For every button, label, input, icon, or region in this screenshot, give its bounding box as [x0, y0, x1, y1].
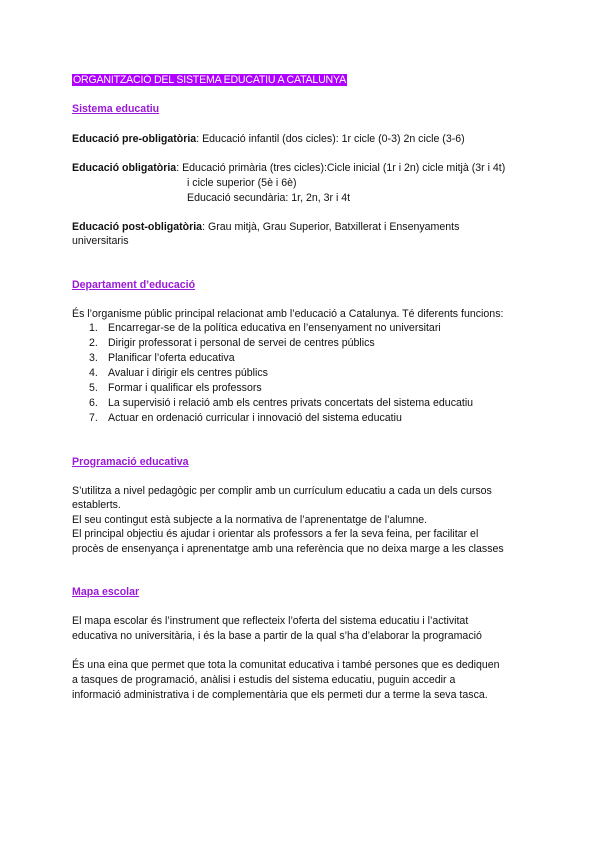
obligatoria-line-3: Educació secundària: 1r, 2n, 3r i 4t [187, 192, 351, 204]
list-item-text: Encarregar-se de la política educativa en l’ensenyament no universitari [108, 322, 441, 334]
programacio-line-2: establerts. [72, 499, 121, 511]
list-item [89, 351, 473, 366]
list-item [89, 381, 473, 396]
list-item [89, 336, 473, 351]
mapa-para1-line-2: educativa no universitària, i és la base a partir de la qual s’ha d’elaborar la programació [72, 630, 482, 642]
mapa-para2-line-3: informació administrativa i de complementària que els permeti dur a terme la seva tasca. [72, 689, 488, 701]
list-item-number: 6. [89, 397, 98, 409]
list-item-text: Actuar en ordenació curricular i innovació del sistema educatiu [108, 412, 402, 424]
programacio-line-1: S’utilitza a nivel pedagògic per complir amb un currículum educatiu a cada un dels cursos [72, 485, 492, 497]
list-item-number: 2. [89, 337, 98, 349]
list-item-number: 5. [89, 382, 98, 394]
departament-functions-list [89, 321, 473, 426]
section-heading-mapa: Mapa escolar [72, 586, 140, 598]
list-item-number: 1. [89, 322, 98, 334]
programacio-line-5: procès de ensenyança i aprenentatge amb una referència que no deixa marge a les classes [72, 543, 504, 555]
list-item-text: Planificar l’oferta educativa [108, 352, 235, 364]
obligatoria-line-2: i cicle superior (5è i 6è) [187, 177, 297, 189]
list-item-text: Formar i qualificar els professors [108, 382, 262, 394]
section-heading-sistema: Sistema educatiu [72, 103, 160, 115]
section-heading-programacio: Programació educativa [72, 456, 189, 468]
list-item-text: Dirigir professorat i personal de servei de centres públics [108, 337, 375, 349]
pre-obligatoria-line: Educació pre-obligatòria: Educació infantil (dos cicles): 1r cicle (0-3) 2n cicle (3-6) [72, 133, 465, 145]
list-item [89, 366, 473, 381]
obligatoria-line: Educació obligatòria: Educació primària (tres cicles):Cicle inicial (1r i 2n) cicle mitjà (3r i 4t) [72, 162, 506, 174]
document-title: ORGANITZACIÓ DEL SISTEMA EDUCATIU A CATALUNYA [73, 74, 346, 86]
departament-intro: És l’organisme públic principal relacionat amb l’educació a Catalunya. Té diferents funcions: [72, 308, 504, 320]
programacio-line-3: El seu contingut està subjecte a la normativa de l’aprenentatge de l’alumne. [72, 514, 428, 526]
section-heading-departament: Departament d’educació [72, 279, 196, 291]
post-obligatoria-line-2: universitaris [72, 235, 129, 247]
mapa-para2-line-1: És una eina que permet que tota la comunitat educativa i també persones que es dediquen [72, 659, 500, 671]
list-item [89, 411, 473, 426]
list-item-text: La supervisió i relació amb els centres privats concertats del sistema educatiu [108, 397, 474, 409]
list-item [89, 396, 473, 411]
mapa-para2-line-2: a tasques de programació, anàlisi i estudis del sistema educatiu, puguin accedir a [72, 674, 456, 686]
post-obligatoria-line: Educació post-obligatòria: Grau mitjà, Grau Superior, Batxillerat i Ensenyaments [72, 221, 460, 233]
mapa-para1-line-1: El mapa escolar és l’instrument que reflecteix l’oferta del sistema educatiu i l’activitat [72, 615, 469, 627]
list-item-number: 3. [89, 352, 98, 364]
list-item-number: 4. [89, 367, 98, 379]
list-item-text: Avaluar i dirigir els centres públics [108, 367, 268, 379]
programacio-line-4: El principal objectiu és ajudar i orientar als professors a fer la seva feina, per facilitar el [72, 528, 479, 540]
list-item [89, 321, 473, 336]
list-item-number: 7. [89, 412, 98, 424]
